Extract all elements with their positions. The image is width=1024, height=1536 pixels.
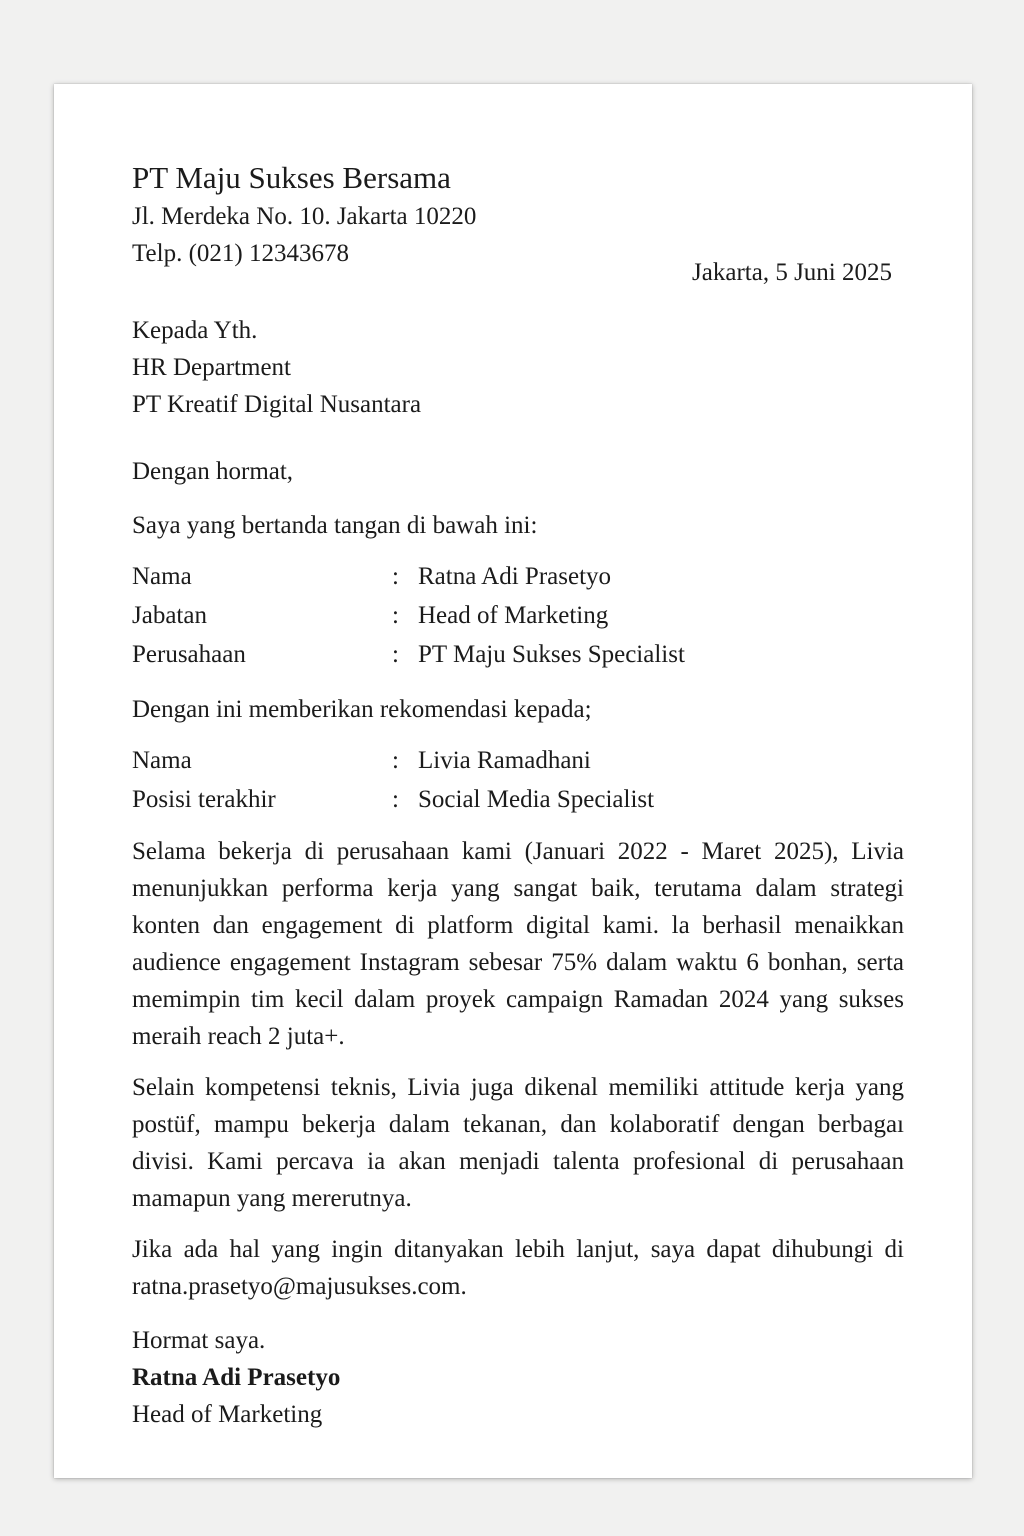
letter-date: Jakarta, 5 Juni 2025 <box>692 259 892 286</box>
signer-info <box>132 557 904 674</box>
field-separator: : <box>392 563 399 590</box>
sender-phone: Telp. (021) 12343678 <box>132 240 349 267</box>
paragraph-performance: Selama bekerja di perusahaan kami (Januari 2022 - Maret 2025), Livia menunjukkan performa kerja yang sangat baik, terutama dalam strategi konten dan engagement di platform digital kami. la berhasil menaikkan audience engagement Instagram sebesar 75% dalam waktu 6 bonhan, serta memimpin tim kecil dalam proyek campaign Ramadan 2024 yang sukses meraih reach 2 juta+. <box>132 838 904 1050</box>
signer-title: Head of Marketing <box>132 1401 323 1428</box>
field-value: Social Media Specialist <box>418 786 655 813</box>
intro-text: Saya yang bertanda tangan di bawah ini: <box>132 512 538 539</box>
recipient-company: PT Kreatif Digital Nusantara <box>132 391 422 418</box>
sender-company: PT Maju Sukses Bersama <box>132 160 451 195</box>
signer-name: Ratna Adi Prasetyo <box>132 1364 341 1391</box>
letterhead <box>132 158 904 272</box>
field-label: Jabatan <box>132 602 207 629</box>
candidate-info-row <box>132 780 904 819</box>
signer-info-row <box>132 557 904 596</box>
recipient-department: HR Department <box>132 354 291 381</box>
recommend-intro: Dengan ini memberikan rekomendasi kepada; <box>132 696 592 723</box>
paragraph-attitude: Selain kompetensi teknis, Livia juga dikenal memiliki attitude kerja yang postüf, mampu bekerja dalam tekanan, dan kolaboratif dengan berbagaı divisi. Kami percava ia akan menjadi talenta profesional di perusahaan mamapun yang mererutnya. <box>132 1074 904 1212</box>
recipient-to: Kepada Yth. <box>132 317 258 344</box>
sender-address: Jl. Merdeka No. 10. Jakarta 10220 <box>132 203 477 230</box>
field-label: Nama <box>132 563 192 590</box>
signer-info-row <box>132 596 904 635</box>
signer-info-row <box>132 635 904 674</box>
salutation: Dengan hormat, <box>132 458 294 485</box>
recipient-block <box>132 312 904 423</box>
field-label: Nama <box>132 747 192 774</box>
field-separator: : <box>392 641 399 668</box>
closing-block <box>132 1322 904 1433</box>
closing-regards: Hormat saya. <box>132 1327 266 1354</box>
field-separator: : <box>392 747 399 774</box>
field-separator: : <box>392 786 399 813</box>
paragraph-contact: Jika ada hal yang ingin ditanyakan lebih lanjut, saya dapat dihubungi di ratna.prasetyo@majusukses.com. <box>132 1236 904 1300</box>
field-value: Ratna Adi Prasetyo <box>418 563 612 590</box>
candidate-info <box>132 741 904 819</box>
candidate-info-row <box>132 741 904 780</box>
field-value: Livia Ramadhani <box>418 747 591 774</box>
field-value: PT Maju Sukses Specialist <box>418 641 685 668</box>
field-value: Head of Marketing <box>418 602 609 629</box>
field-label: Perusahaan <box>132 641 246 668</box>
field-separator: : <box>392 602 399 629</box>
letter-body <box>132 158 904 1433</box>
letter-page <box>54 84 972 1478</box>
field-label: Posisi terakhir <box>132 786 276 813</box>
